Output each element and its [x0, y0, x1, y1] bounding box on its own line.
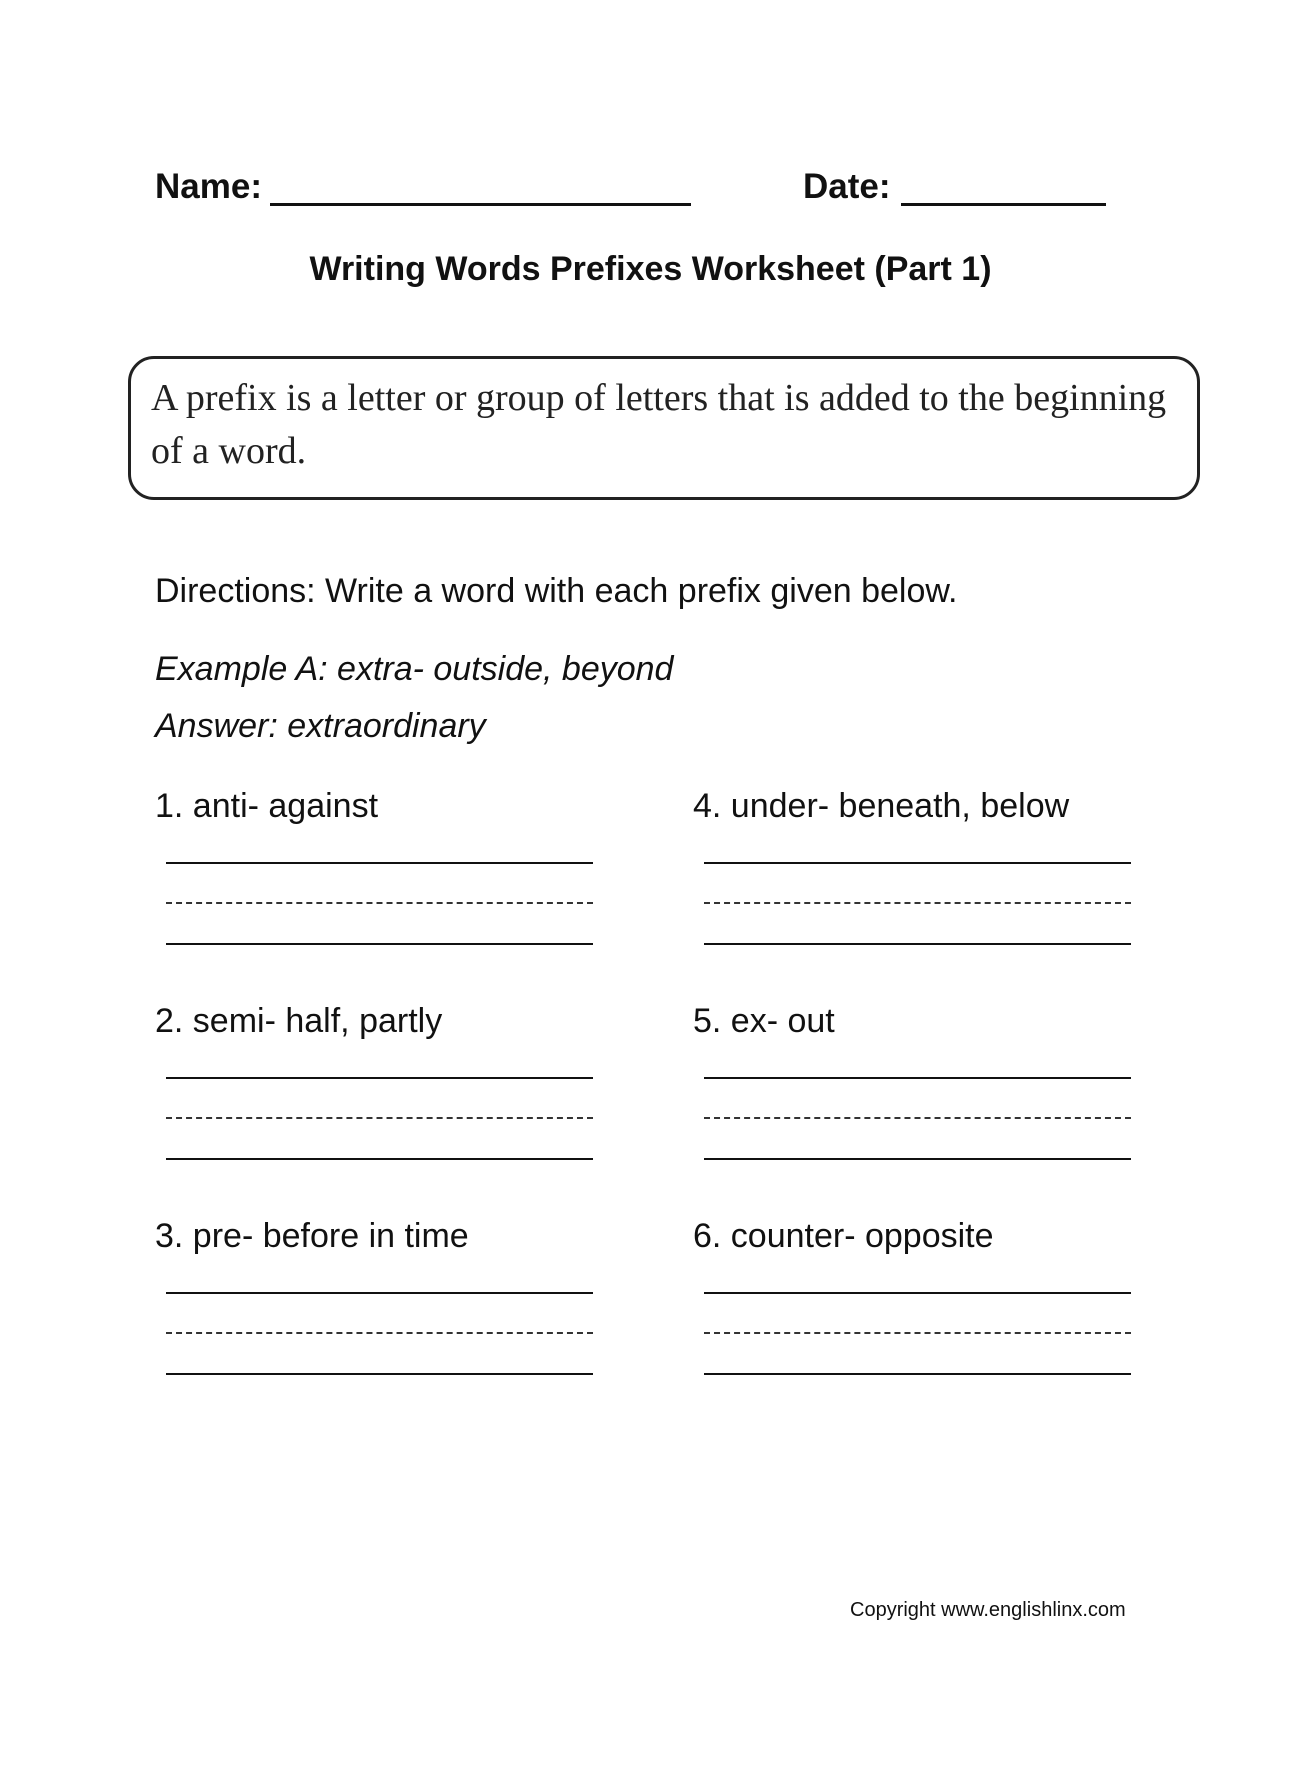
- item-3: [155, 1216, 625, 1426]
- item-label: 3. pre- before in time: [155, 1217, 469, 1255]
- worksheet-title: Writing Words Prefixes Worksheet (Part 1): [309, 250, 992, 288]
- answer-midline: [704, 902, 1131, 904]
- answer-midline: [166, 1117, 593, 1119]
- answer-line[interactable]: [166, 862, 593, 864]
- answer-baseline: [704, 1373, 1131, 1375]
- item-4: [693, 786, 1163, 996]
- item-6: [693, 1216, 1163, 1426]
- item-5: [693, 1001, 1163, 1211]
- answer-line[interactable]: [166, 1077, 593, 1079]
- answer-midline: [166, 1332, 593, 1334]
- example-prompt: Example A: extra- outside, beyond: [155, 650, 674, 688]
- answer-line[interactable]: [704, 1292, 1131, 1294]
- answer-baseline: [704, 943, 1131, 945]
- item-1: [155, 786, 625, 996]
- definition-text: A prefix is a letter or group of letters that is added to the beginning of a word.: [151, 377, 1167, 472]
- date-label: Date:: [803, 167, 891, 206]
- item-label: 5. ex- out: [693, 1002, 835, 1040]
- answer-midline: [704, 1117, 1131, 1119]
- example-answer: Answer: extraordinary: [155, 707, 486, 745]
- item-label: 2. semi- half, partly: [155, 1002, 443, 1040]
- directions-text: Directions: Write a word with each prefix given below.: [155, 572, 958, 610]
- answer-baseline: [704, 1158, 1131, 1160]
- answer-baseline: [166, 1373, 593, 1375]
- answer-midline: [704, 1332, 1131, 1334]
- answer-line[interactable]: [166, 1292, 593, 1294]
- copyright-text: Copyright www.englishlinx.com: [850, 1599, 1126, 1621]
- answer-midline: [166, 902, 593, 904]
- item-2: [155, 1001, 625, 1211]
- name-label: Name:: [155, 167, 262, 206]
- name-field[interactable]: [270, 203, 691, 206]
- item-label: 1. anti- against: [155, 787, 379, 825]
- answer-baseline: [166, 943, 593, 945]
- answer-baseline: [166, 1158, 593, 1160]
- date-field[interactable]: [901, 203, 1106, 206]
- item-label: 6. counter- opposite: [693, 1217, 994, 1255]
- item-label: 4. under- beneath, below: [693, 787, 1070, 825]
- answer-line[interactable]: [704, 1077, 1131, 1079]
- answer-line[interactable]: [704, 862, 1131, 864]
